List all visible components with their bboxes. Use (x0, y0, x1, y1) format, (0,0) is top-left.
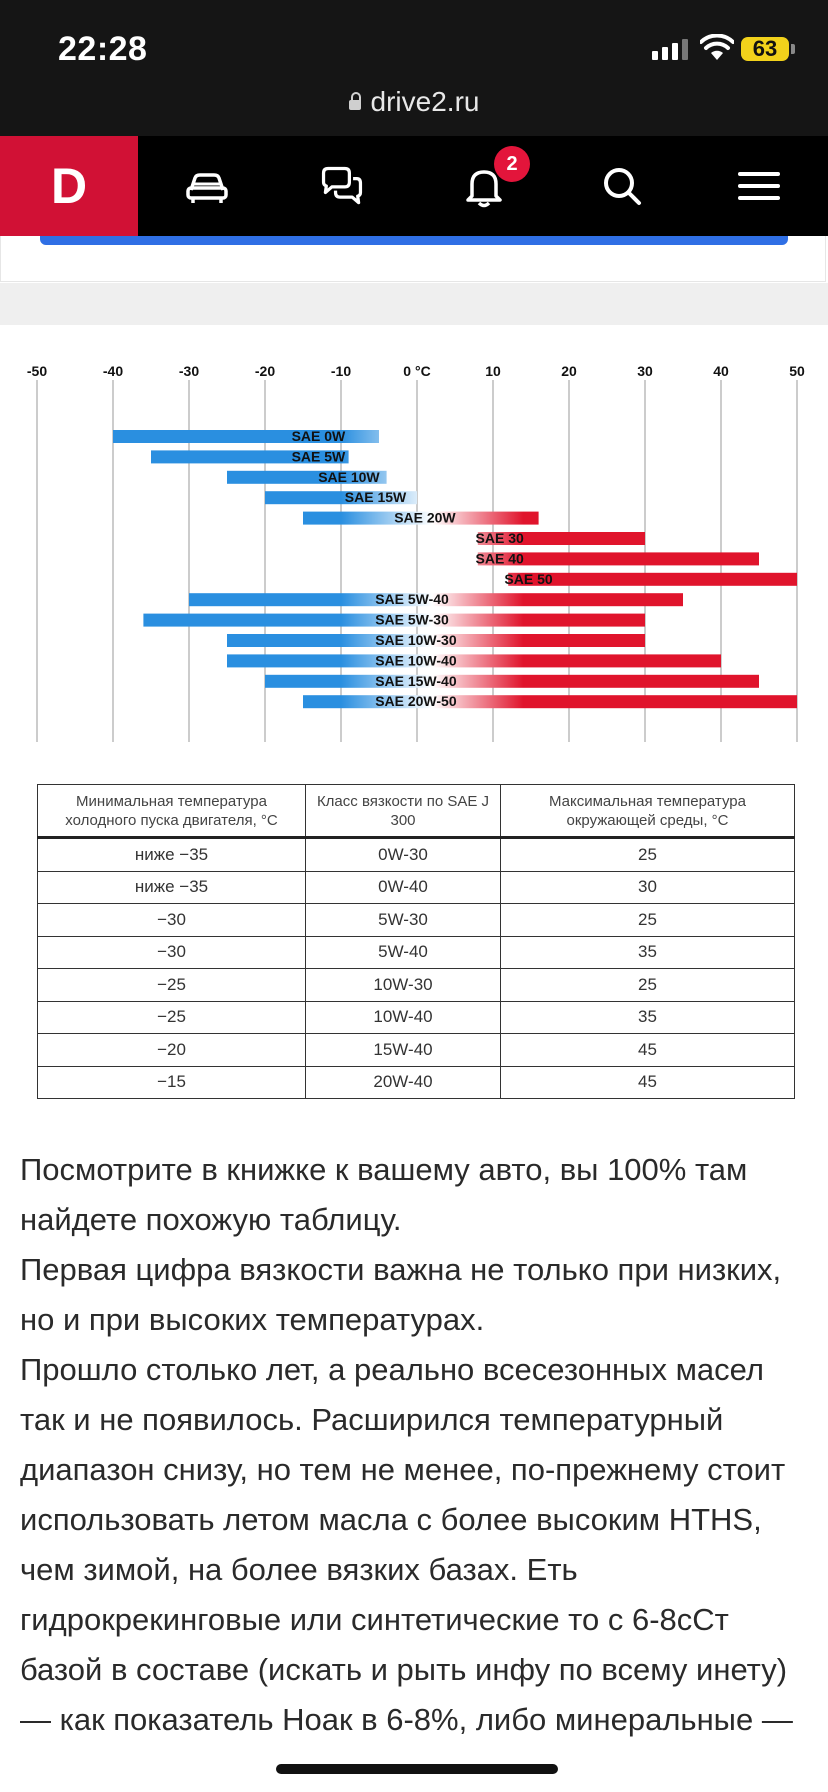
table-cell: −15 (38, 1066, 306, 1099)
bar-label: SAE 15W-40 (375, 672, 457, 689)
table-cell: 5W-40 (306, 936, 501, 969)
bar-label: SAE 10W (318, 468, 380, 485)
viscosity-bar (265, 672, 759, 689)
table-cell: 15W-40 (306, 1034, 501, 1067)
article-paragraph: Прошло столько лет, а реально всесезонных масел так и не появилось. Расширился температурный диапазон снизу, но тем не менее, по-прежнему стоит использовать летом масла с более высоким HTHS, чем зимой, на более вязких базах. Еть гидрокрекинговые или синтетические то с 6-8сСт базой в составе (искать и рыть инфу по всему инету) — как показатель Ноак в 6-8%, либо минеральные — (20, 1352, 793, 1737)
status-bar (0, 0, 828, 136)
table-header-min-temp: Минимальная температура холодного пуска двигателя, °С (38, 785, 306, 838)
table-cell: 45 (501, 1066, 795, 1099)
table-cell: 35 (501, 936, 795, 969)
battery-indicator: 63 (741, 37, 789, 61)
chart-x-ticks (27, 363, 805, 379)
bar-label: SAE 40 (475, 550, 524, 567)
table-row (38, 936, 795, 969)
table-cell: 10W-40 (306, 1001, 501, 1034)
table-cell: 5W-30 (306, 904, 501, 937)
action-button-edge[interactable] (40, 236, 788, 245)
x-tick-label: 10 (485, 363, 501, 379)
table-cell: 30 (501, 871, 795, 904)
table-header-max-temp: Максимальная температура окружающей среды, °С (501, 785, 795, 838)
cellular-signal-icon (652, 38, 688, 60)
table-cell: 25 (501, 969, 795, 1002)
menu-icon[interactable] (735, 162, 783, 210)
bar-label: SAE 30 (475, 530, 524, 546)
x-tick-label: 30 (637, 363, 653, 379)
table-cell: 10W-30 (306, 969, 501, 1002)
bar-label: SAE 5W-40 (375, 591, 449, 608)
table-cell: 0W-30 (306, 838, 501, 872)
x-tick-label: -30 (178, 363, 200, 379)
x-tick-label: -40 (102, 363, 124, 379)
table-cell: ниже −35 (38, 871, 306, 904)
article-paragraph: Посмотрите в книжке к вашему авто, вы 100% там найдете похожую таблицу. (20, 1152, 748, 1237)
table-cell: −25 (38, 969, 306, 1002)
table-cell: ниже −35 (38, 838, 306, 872)
bar-label: SAE 0W (291, 428, 346, 444)
bar-label: SAE 50 (504, 570, 553, 587)
bar-label: SAE 10W-40 (375, 652, 457, 669)
drive2-logo[interactable]: D (0, 136, 138, 236)
x-tick-label: 0 °C (403, 363, 431, 379)
battery-tip (791, 44, 795, 54)
bar-label: SAE 5W (291, 448, 346, 465)
viscosity-temperature-chart (0, 356, 828, 746)
article-text (20, 1145, 810, 1745)
table-row (38, 1034, 795, 1067)
status-time: 22:28 (58, 30, 148, 68)
address-bar[interactable] (0, 86, 828, 118)
table-row (38, 838, 795, 872)
home-indicator (276, 1764, 558, 1774)
table-cell: −25 (38, 1001, 306, 1034)
table-cell: 20W-40 (306, 1066, 501, 1099)
table-row (38, 871, 795, 904)
viscosity-bar (227, 654, 721, 667)
table-row (38, 1066, 795, 1099)
search-icon[interactable] (598, 162, 646, 210)
x-tick-label: -20 (254, 363, 276, 379)
wifi-icon (700, 34, 734, 62)
x-tick-label: 50 (789, 363, 805, 379)
table-cell: −20 (38, 1034, 306, 1067)
chat-icon[interactable] (318, 162, 366, 210)
table-cell: 25 (501, 838, 795, 872)
chart-bars (113, 428, 797, 709)
section-separator (0, 283, 828, 325)
x-tick-label: 40 (713, 363, 729, 379)
viscosity-table (37, 784, 795, 1099)
table-row (38, 1001, 795, 1034)
table-cell: −30 (38, 904, 306, 937)
notification-badge: 2 (494, 146, 530, 182)
bar-label: SAE 20W (394, 509, 456, 526)
table-header-sae-class: Класс вязкости по SAE J 300 (306, 785, 501, 838)
table-cell: −30 (38, 936, 306, 969)
table-cell: 45 (501, 1034, 795, 1067)
bar-label: SAE 5W-30 (375, 611, 449, 628)
table-cell: 25 (501, 904, 795, 937)
x-tick-label: -50 (26, 363, 48, 379)
article-paragraph: Первая цифра вязкости важна не только при низких, но и при высоких температурах. (20, 1252, 782, 1337)
table-row (38, 904, 795, 937)
table-cell: 0W-40 (306, 871, 501, 904)
table-cell: 35 (501, 1001, 795, 1034)
table-row (38, 969, 795, 1002)
car-icon[interactable] (183, 162, 231, 210)
x-tick-label: -10 (330, 363, 352, 379)
url-text: drive2.ru (370, 86, 480, 117)
lock-icon (349, 100, 361, 110)
x-tick-label: 20 (561, 363, 577, 379)
bar-label: SAE 15W (344, 489, 407, 506)
site-navbar (0, 136, 828, 236)
bar-label: SAE 20W-50 (375, 693, 457, 710)
bar-label: SAE 10W-30 (375, 632, 457, 648)
